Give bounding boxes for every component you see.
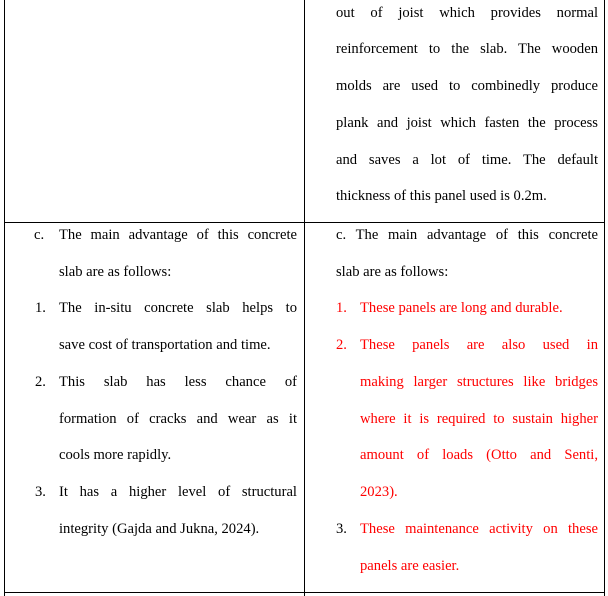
bottom-right-cell — [305, 223, 604, 592]
list-number: 1. — [336, 300, 347, 316]
list-item-line: 2023). — [360, 484, 398, 500]
heading-line: c. The main advantage of this concrete — [336, 227, 598, 243]
paragraph-line: plank and joist which fasten the process — [336, 115, 598, 131]
list-item-line: where it is required to sustain higher — [360, 411, 598, 427]
heading-line: slab are as follows: — [336, 264, 449, 280]
heading-line: slab are as follows: — [59, 264, 172, 280]
paragraph-line: out of joist which provides normal — [336, 5, 598, 21]
list-number: 1. — [35, 300, 46, 316]
list-item-line: These maintenance activity on these — [360, 521, 598, 537]
list-item-line: These panels are also used in — [360, 337, 598, 353]
top-left-cell — [5, 0, 304, 222]
paragraph-line: reinforcement to the slab. The wooden — [336, 41, 598, 57]
list-item-line: It has a higher level of structural — [59, 484, 297, 500]
list-number: 2. — [35, 374, 46, 390]
table-right-border — [604, 0, 605, 596]
list-item-line: formation of cracks and wear as it — [59, 411, 297, 427]
top-right-cell — [305, 0, 604, 222]
heading-marker: c. — [34, 227, 45, 243]
paragraph-line: molds are used to combinedly produce — [336, 78, 598, 94]
list-number: 2. — [336, 337, 347, 353]
list-item-line: The in-situ concrete slab helps to — [59, 300, 297, 316]
list-item-line: save cost of transportation and time. — [59, 337, 271, 353]
list-number: 3. — [35, 484, 46, 500]
paragraph-line: thickness of this panel used is 0.2m. — [336, 188, 547, 204]
list-item-line: panels are easier. — [360, 558, 460, 574]
list-item-line: These panels are long and durable. — [360, 300, 563, 316]
paragraph-line: and saves a lot of time. The default — [336, 152, 598, 168]
list-item-line: integrity (Gajda and Jukna, 2024). — [59, 521, 260, 537]
list-item-line: amount of loads (Otto and Senti, — [360, 447, 598, 463]
list-item-line: This slab has less chance of — [59, 374, 297, 390]
bottom-left-cell — [5, 223, 304, 592]
list-item-line: making larger structures like bridges — [360, 374, 598, 390]
list-item-line: cools more rapidly. — [59, 447, 172, 463]
table-bottom-border — [4, 592, 605, 593]
heading-line: The main advantage of this concrete — [59, 227, 297, 243]
list-number: 3. — [336, 521, 347, 537]
